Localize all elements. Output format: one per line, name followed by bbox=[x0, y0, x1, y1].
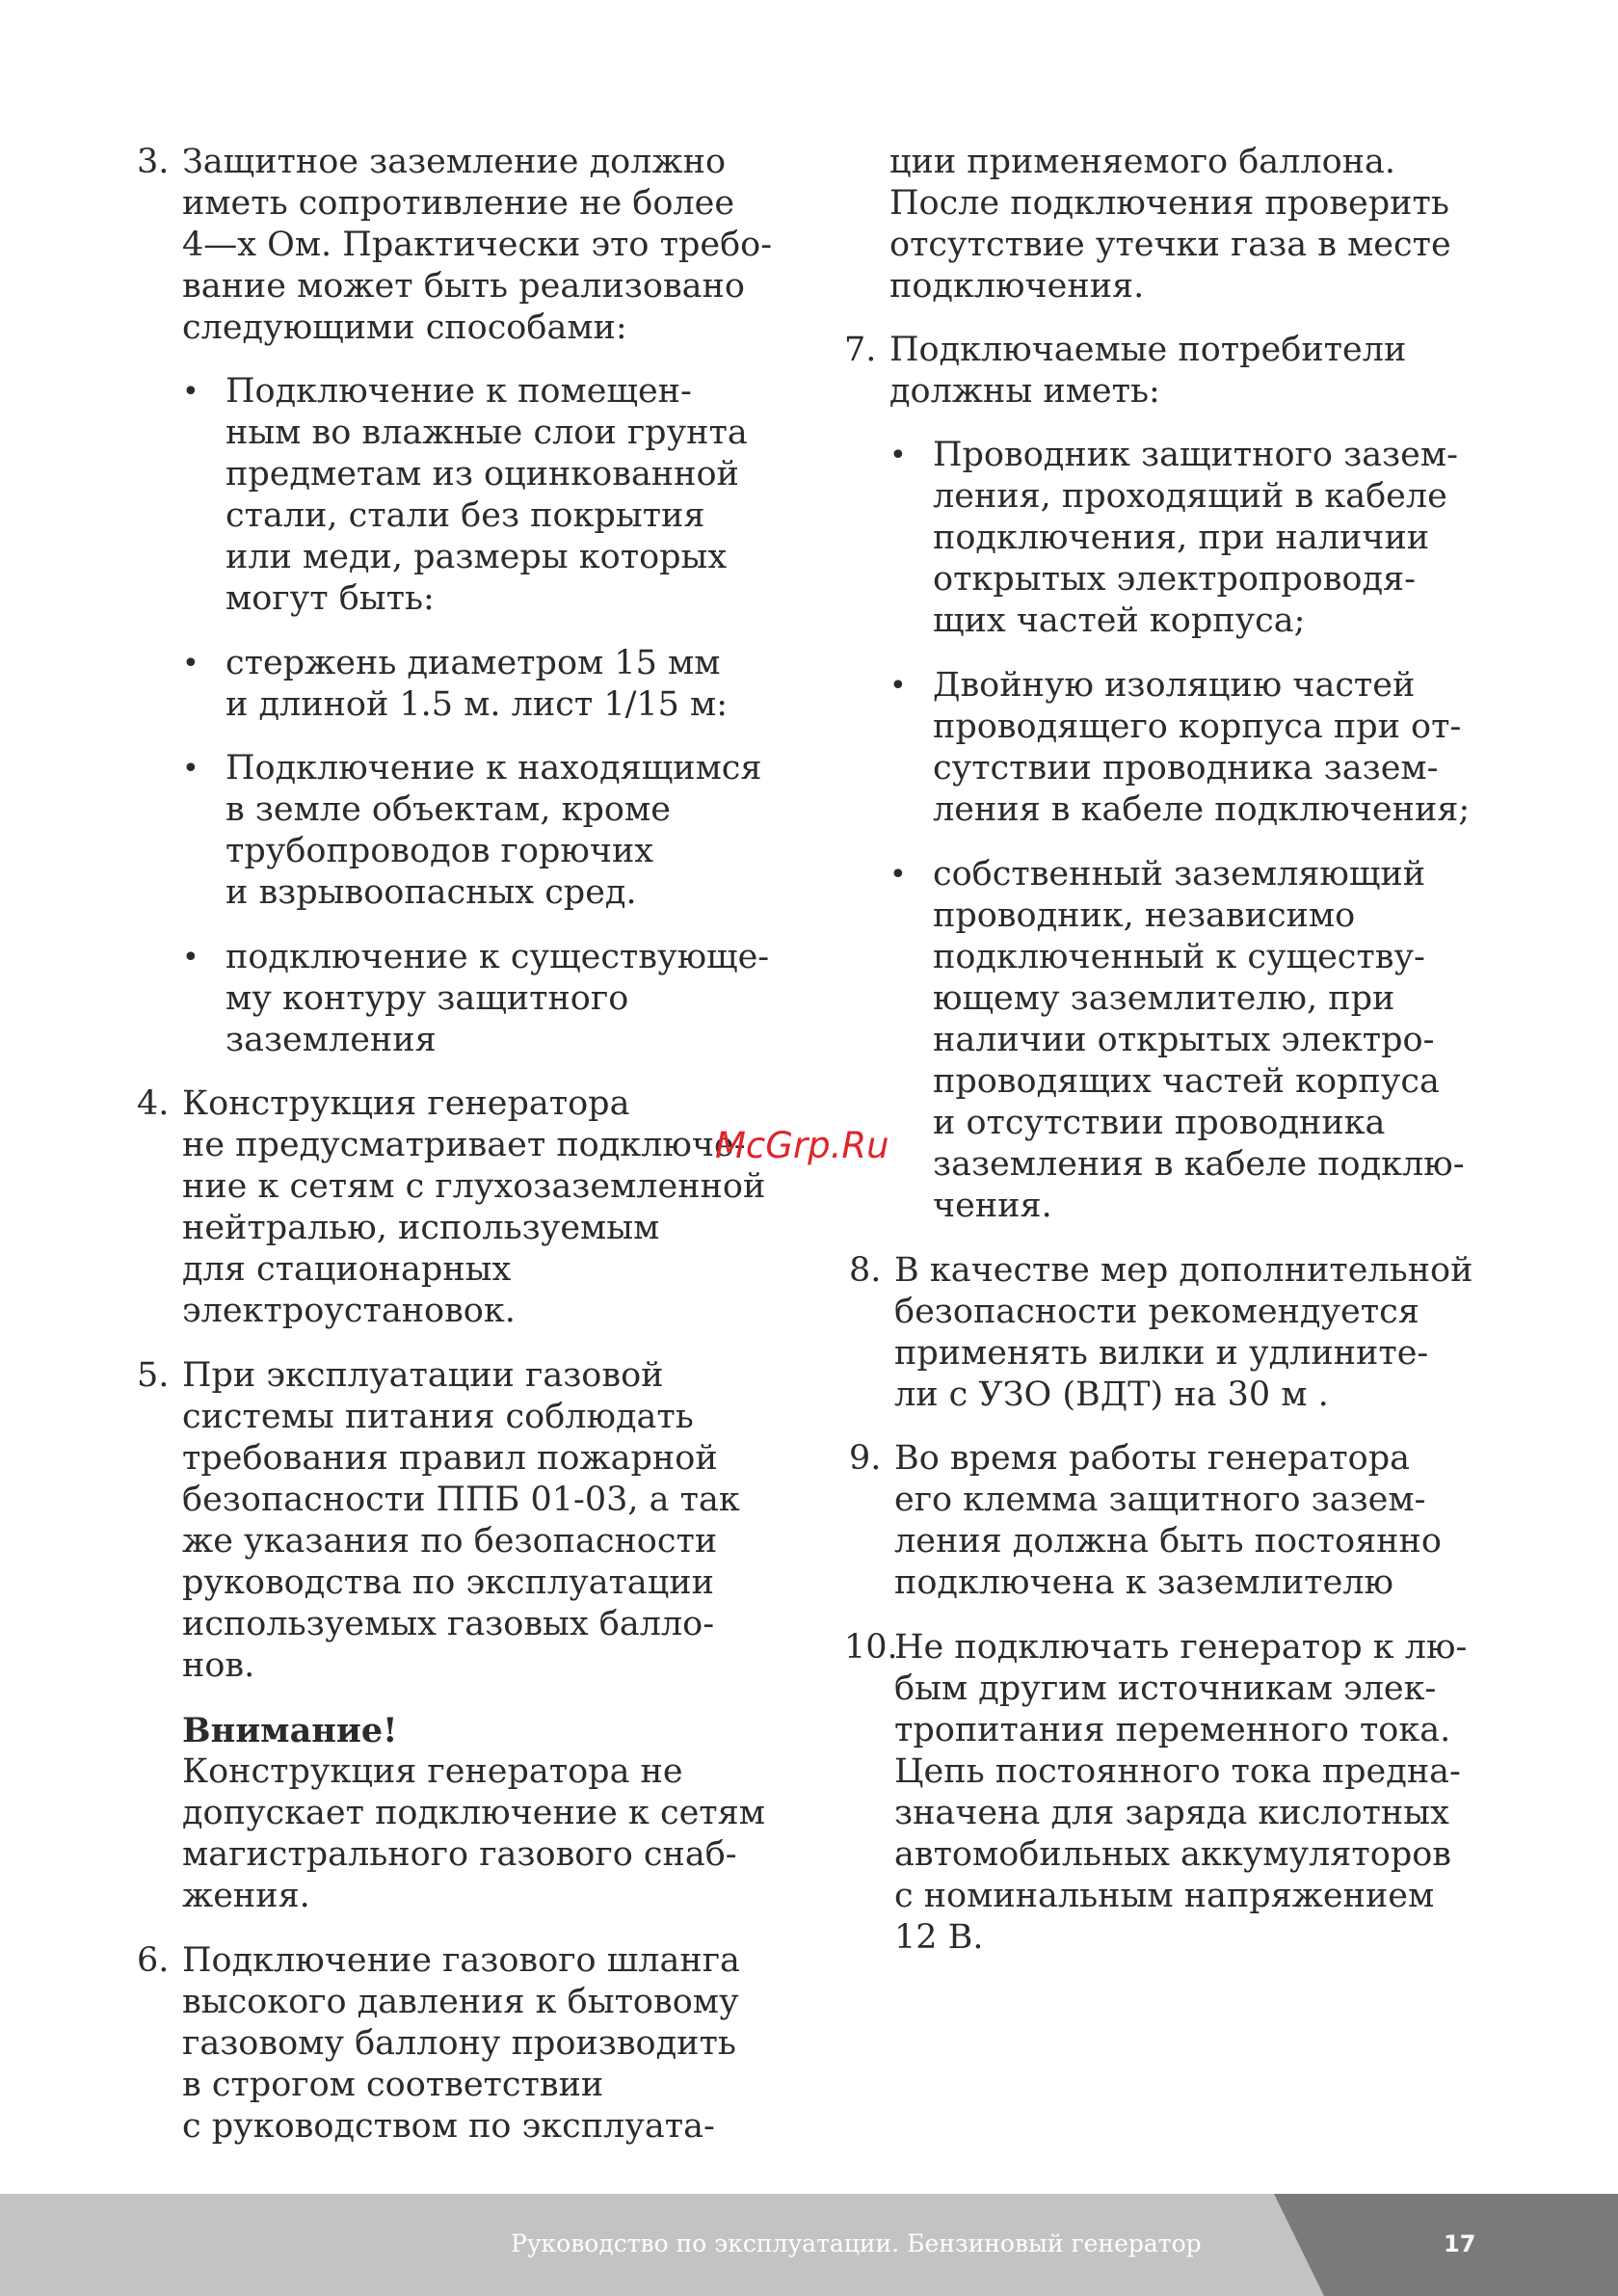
text-line: открытых электропроводя- bbox=[933, 560, 1416, 599]
text-line: Не подключать генератор к лю- bbox=[894, 1628, 1468, 1667]
text-line: 4—х Ом. Практически это требо- bbox=[182, 226, 773, 264]
text-line: и отсутствии проводника bbox=[933, 1104, 1386, 1142]
bullet-marker: • bbox=[889, 669, 907, 703]
warning-title: Внимание! bbox=[182, 1711, 398, 1750]
text-line: подключение к существующе- bbox=[225, 938, 770, 976]
text-line: подключения. bbox=[889, 267, 1145, 306]
text-line: заземления в кабеле подклю- bbox=[933, 1145, 1465, 1184]
text-line: могут быть: bbox=[225, 579, 435, 618]
text-line: В качестве мер дополнительной bbox=[894, 1251, 1473, 1290]
text-line: применять вилки и удлините- bbox=[894, 1334, 1429, 1373]
text-line: подключения, при наличии bbox=[933, 519, 1430, 557]
text-line: проводник, независимо bbox=[933, 896, 1356, 935]
text-line: ние к сетям с глухозаземленной bbox=[182, 1167, 766, 1206]
text-line: сутствии проводника зазем- bbox=[933, 749, 1439, 788]
text-line: Подключение газового шланга bbox=[182, 1941, 740, 1980]
text-line: Во время работы генератора bbox=[894, 1439, 1410, 1478]
text-line: Двойную изоляцию частей bbox=[933, 666, 1416, 705]
text-line: его клемма защитного зазем- bbox=[894, 1481, 1426, 1519]
text-line: му контуру защитного bbox=[225, 979, 629, 1018]
bullet-marker: • bbox=[182, 375, 199, 409]
text-line: безопасности ППБ 01-03, а так bbox=[182, 1481, 740, 1519]
item-number: 4. bbox=[137, 1084, 170, 1123]
text-line: ным во влажные слои грунта bbox=[225, 414, 748, 452]
text-line: Проводник защитного зазем- bbox=[933, 436, 1458, 474]
text-line: используемых газовых балло- bbox=[182, 1605, 715, 1643]
text-line: иметь сопротивление не более bbox=[182, 184, 735, 223]
text-line: нов. bbox=[182, 1646, 255, 1685]
text-line: заземления bbox=[225, 1021, 437, 1059]
text-line: подключенный к существу- bbox=[933, 938, 1425, 976]
text-line: 12 В. bbox=[894, 1918, 984, 1957]
text-line: с номинальным напряжением bbox=[894, 1877, 1435, 1915]
text-line: щих частей корпуса; bbox=[933, 601, 1306, 640]
text-line: высокого давления к бытовому bbox=[182, 1983, 739, 2021]
item-number: 5. bbox=[137, 1356, 170, 1395]
text-line: При эксплуатации газовой bbox=[182, 1356, 664, 1395]
text-line: После подключения проверить bbox=[889, 184, 1449, 223]
footer-title: Руководство по эксплуатации. Бензиновый генератор bbox=[511, 2229, 1202, 2257]
text-line: ции применяемого баллона. bbox=[889, 143, 1396, 181]
page-number: 17 bbox=[1444, 2230, 1476, 2257]
text-line: не предусматривает подключе- bbox=[182, 1126, 746, 1164]
text-line: магистрального газового снаб- bbox=[182, 1835, 737, 1874]
text-line: подключена к заземлителю bbox=[894, 1563, 1394, 1602]
text-line: наличии открытых электро- bbox=[933, 1021, 1435, 1059]
text-line: Подключение к помещен- bbox=[225, 372, 692, 411]
text-line: ления, проходящий в кабеле bbox=[933, 477, 1447, 516]
text-line: жения. bbox=[182, 1877, 310, 1915]
text-line: ли с УЗО (ВДТ) на 30 м . bbox=[894, 1375, 1329, 1414]
text-line: с руководством по эксплуата- bbox=[182, 2107, 715, 2146]
text-line: стержень диаметром 15 мм bbox=[225, 644, 721, 682]
text-line: руководства по эксплуатации bbox=[182, 1563, 714, 1602]
item-number: 7. bbox=[844, 331, 877, 369]
text-line: тропитания переменного тока. bbox=[894, 1711, 1451, 1749]
text-line: допускает подключение к сетям bbox=[182, 1794, 765, 1832]
text-line: чения. bbox=[933, 1187, 1052, 1225]
text-line: безопасности рекомендуется bbox=[894, 1293, 1419, 1331]
text-line: Защитное заземление должно bbox=[182, 143, 727, 181]
text-line: ления должна быть постоянно bbox=[894, 1522, 1442, 1561]
text-line: бым другим источникам элек- bbox=[894, 1669, 1437, 1708]
text-line: и взрывоопасных сред. bbox=[225, 873, 637, 912]
bullet-marker: • bbox=[182, 941, 199, 974]
text-line: отсутствие утечки газа в месте bbox=[889, 226, 1451, 264]
text-line: требования правил пожарной bbox=[182, 1439, 718, 1478]
bullet-marker: • bbox=[889, 858, 907, 892]
text-line: же указания по безопасности bbox=[182, 1522, 718, 1561]
watermark: McGrp.Ru bbox=[715, 1125, 889, 1166]
text-line: Подключение к находящимся bbox=[225, 749, 762, 788]
text-line: ления в кабеле подключения; bbox=[933, 790, 1471, 829]
text-line: газовому баллону производить bbox=[182, 2024, 736, 2063]
text-line: Цепь постоянного тока предна- bbox=[894, 1752, 1461, 1791]
text-line: нейтралью, используемым bbox=[182, 1209, 660, 1247]
text-line: вание может быть реализовано bbox=[182, 267, 745, 306]
page-footer bbox=[0, 2194, 1618, 2296]
text-line: и длиной 1.5 м. лист 1/15 м: bbox=[225, 685, 729, 724]
text-line: Конструкция генератора не bbox=[182, 1752, 683, 1791]
text-line: Конструкция генератора bbox=[182, 1084, 630, 1123]
text-line: трубопроводов горючих bbox=[225, 832, 654, 870]
text-line: или меди, размеры которых bbox=[225, 538, 728, 576]
bullet-marker: • bbox=[182, 752, 199, 786]
text-line: предметам из оцинкованной bbox=[225, 455, 739, 494]
bullet-marker: • bbox=[889, 439, 907, 472]
text-line: значена для заряда кислотных bbox=[894, 1794, 1449, 1832]
item-number: 9. bbox=[849, 1439, 882, 1478]
item-number: 8. bbox=[849, 1251, 882, 1290]
item-number: 10. bbox=[844, 1628, 898, 1667]
item-number: 3. bbox=[137, 143, 170, 181]
text-line: стали, стали без покрытия bbox=[225, 496, 705, 535]
text-line: ющему заземлителю, при bbox=[933, 979, 1395, 1018]
text-line: системы питания соблюдать bbox=[182, 1398, 694, 1436]
item-number: 6. bbox=[137, 1941, 170, 1980]
text-line: следующими способами: bbox=[182, 308, 627, 347]
text-line: в земле объектам, кроме bbox=[225, 790, 671, 829]
text-line: проводящего корпуса при от- bbox=[933, 707, 1462, 746]
text-line: для стационарных bbox=[182, 1250, 512, 1289]
bullet-marker: • bbox=[182, 647, 199, 681]
text-line: Подключаемые потребители bbox=[889, 331, 1407, 369]
text-line: в строгом соответствии bbox=[182, 2066, 604, 2104]
text-line: автомобильных аккумуляторов bbox=[894, 1835, 1451, 1874]
text-line: собственный заземляющий bbox=[933, 855, 1426, 894]
text-line: проводящих частей корпуса bbox=[933, 1062, 1440, 1101]
text-line: электроустановок. bbox=[182, 1292, 516, 1330]
text-line: должны иметь: bbox=[889, 372, 1160, 411]
